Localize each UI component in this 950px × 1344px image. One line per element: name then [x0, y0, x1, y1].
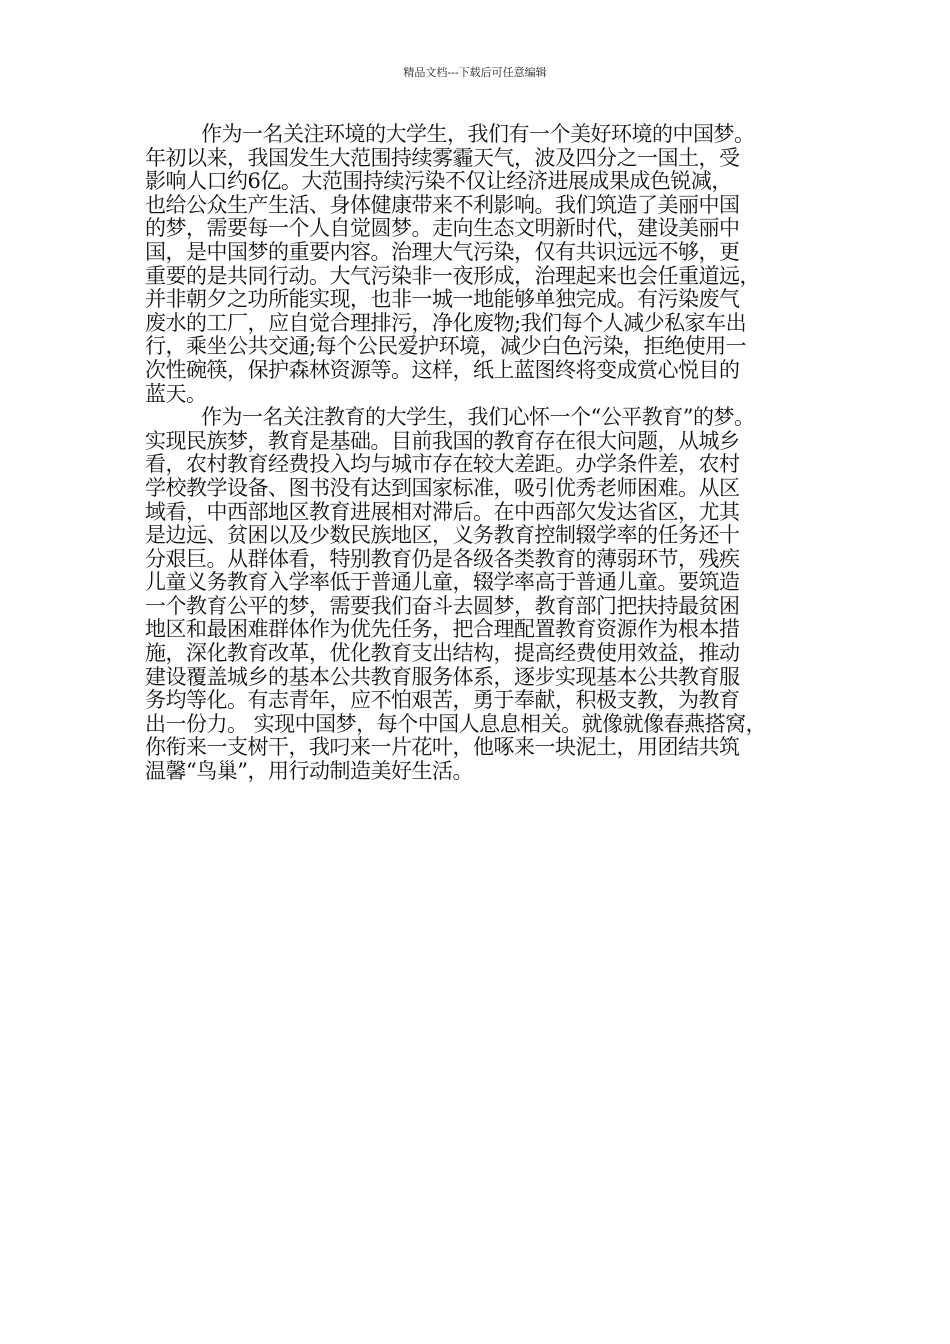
- text-line: 的梦，需要每一个人自觉圆梦。走向生态文明新时代，建设美丽中: [145, 216, 740, 241]
- text-line: 并非朝夕之功所能实现，也非一城一地能够单独完成。有污染废气: [145, 287, 740, 312]
- text-line: 也给公众生产生活、身体健康带来不利影响。我们筑造了美丽中国: [145, 192, 740, 217]
- text-line: 废水的工厂，应自觉合理排污，净化废物;我们每个人减少私家车出: [145, 310, 747, 335]
- text-line: 一个教育公平的梦，需要我们奋斗去圆梦，教育部门把扶持最贫困: [145, 593, 740, 618]
- text-line: 务均等化。有志青年，应不怕艰苦，勇于奉献，积极支教，为教育: [145, 688, 740, 713]
- text-line: 你衔来一支树干，我叼来一片花叶，他啄来一块泥土，用团结共筑: [145, 735, 740, 760]
- text-line: 建设覆盖城乡的基本公共教育服务体系，逐步实现基本公共教育服: [145, 664, 740, 689]
- text-line: 出一份力。 实现中国梦，每个中国人息息相关。就像就像春燕搭窝，: [145, 711, 767, 736]
- text-line: 学校教学设备、图书没有达到国家标准，吸引优秀老师困难。从区: [145, 475, 740, 500]
- page-header: 精品文档---下载后可任意编辑: [403, 66, 547, 79]
- text-line: 作为一名关注环境的大学生，我们有一个美好环境的中国梦。: [201, 122, 755, 146]
- text-line: 域看，中西部地区教育进展相对滞后。在中西部欠发达省区，尤其: [145, 499, 740, 524]
- text-line: 儿童义务教育入学率低于普通儿童，辍学率高于普通儿童。要筑造: [145, 570, 740, 595]
- text-line: 行，乘坐公共交通;每个公民爱护环境，减少白色污染，拒绝使用一: [145, 334, 747, 359]
- text-line: 蓝天。: [145, 381, 207, 406]
- text-line: 国，是中国梦的重要内容。治理大气污染，仅有共识远远不够，更: [145, 239, 740, 264]
- text-line: 地区和最困难群体作为优先任务，把合理配置教育资源作为根本措: [145, 617, 740, 642]
- text-line: 分艰巨。从群体看，特别教育仍是各级各类教育的薄弱环节，残疾: [145, 546, 740, 571]
- text-line: 影响人口约6亿。大范围持续污染不仅让经济进展成果成色锐减，: [145, 169, 732, 194]
- text-line: 年初以来，我国发生大范围持续雾霾天气，波及四分之一国土，受: [145, 145, 740, 170]
- text-line: 作为一名关注教育的大学生，我们心怀一个“公平教育”的梦。: [201, 405, 755, 430]
- text-line: 看，农村教育经费投入均与城市存在较大差距。办学条件差，农村: [145, 452, 740, 477]
- text-line: 温馨“鸟巢”，用行动制造美好生活。: [145, 759, 473, 784]
- text-line: 是边远、贫困以及少数民族地区，义务教育控制辍学率的任务还十: [145, 523, 740, 548]
- text-line: 次性碗筷，保护森林资源等。这样，纸上蓝图终将变成赏心悦目的: [145, 357, 740, 382]
- text-line: 重要的是共同行动。大气污染非一夜形成，治理起来也会任重道远，: [145, 263, 760, 288]
- document-body: [145, 123, 810, 784]
- text-line: 实现民族梦，教育是基础。目前我国的教育存在很大问题，从城乡: [145, 428, 740, 453]
- text-line: 施，深化教育改革，优化教育支出结构，提高经费使用效益，推动: [145, 641, 740, 666]
